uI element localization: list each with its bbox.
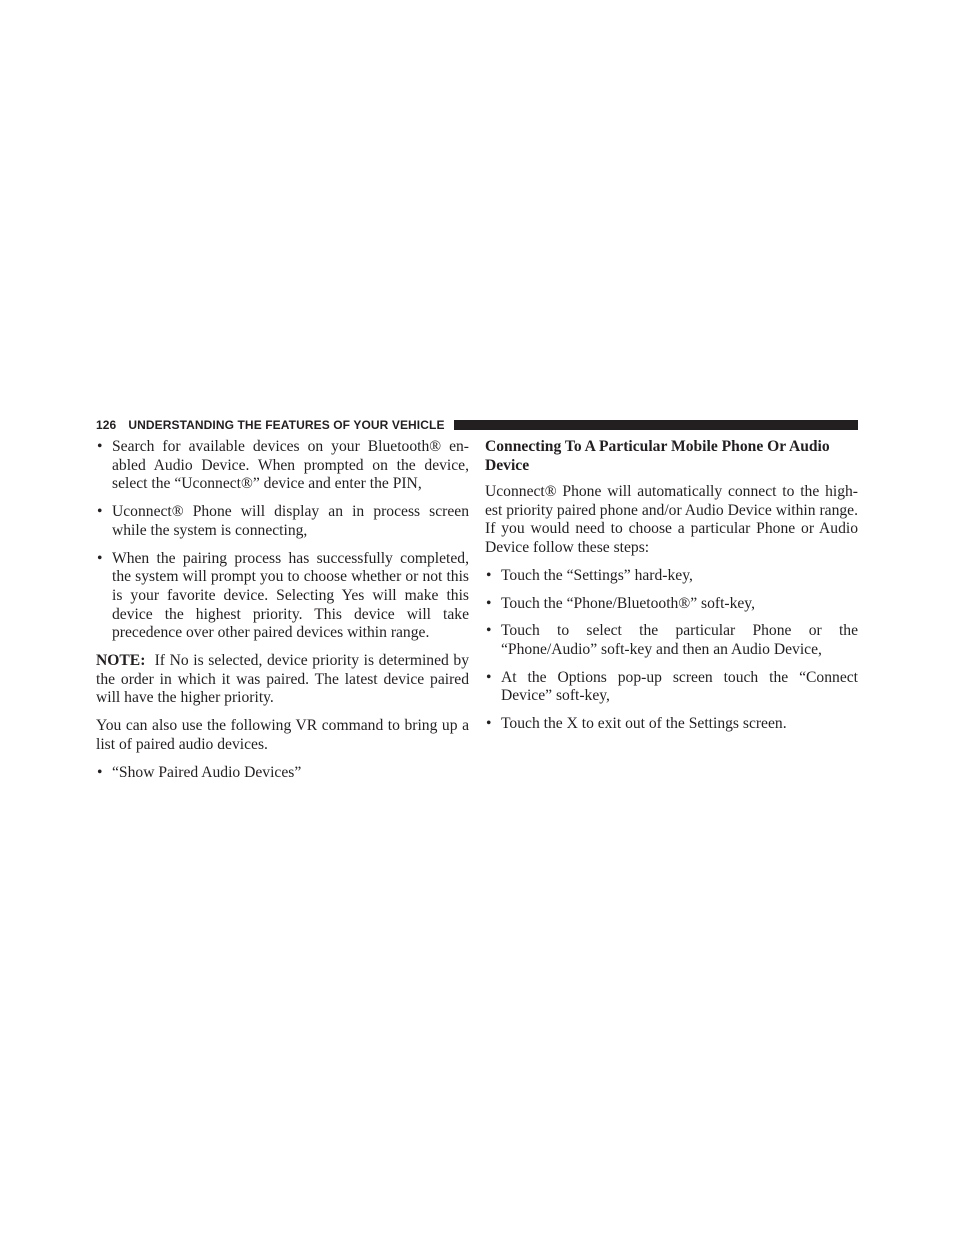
- list-item-text: Touch the “Phone/Bluetooth®” soft-key,: [501, 594, 755, 612]
- intro-paragraph: Uconnect® Phone will automatically connect to the high-est priority paired phone and/or Audio Device within range. If you would need to choose a particular Phone or Audio Device follow these steps:: [485, 483, 858, 557]
- list-item: [485, 622, 858, 659]
- list-item: [96, 550, 469, 644]
- right-column: [485, 437, 858, 734]
- list-item-text: At the Options pop-up screen touch the “Connect Device” soft-key,: [501, 668, 858, 705]
- list-item-text: Touch the X to exit out of the Settings screen.: [501, 715, 787, 733]
- bullet-glyph: •: [486, 566, 492, 584]
- note-paragraph: [96, 652, 469, 708]
- list-item-text: Search for available devices on your Bluetooth® en-abled Audio Device. When prompted on the device, select the “Uconnect®” device and enter the PIN,: [112, 438, 469, 493]
- bullet-glyph: •: [97, 763, 103, 781]
- list-item: [485, 669, 858, 706]
- bullet-glyph: •: [486, 715, 492, 733]
- page-number: 126: [96, 418, 117, 432]
- note-label: NOTE:: [96, 652, 146, 670]
- list-item-text: When the pairing process has successfully completed, the system will prompt you to choose whether or not this is your favorite device. Selecting Yes will make this device the highest priority. This device will take precedence over other paired devices within range.: [112, 549, 469, 642]
- bullet-glyph: •: [486, 668, 492, 686]
- note-text: If No is selected, device priority is determined by the order in which it was paired. The latest device paired will have the higher priority.: [96, 652, 470, 707]
- vr-paragraph: You can also use the following VR command to bring up a list of paired audio devices.: [96, 717, 469, 753]
- bullet-glyph: •: [97, 503, 103, 521]
- list-item: [485, 595, 858, 614]
- bullet-glyph: •: [486, 622, 492, 640]
- list-item-text: “Show Paired Audio Devices”: [112, 763, 302, 781]
- list-item: [96, 503, 469, 540]
- list-item: [485, 715, 858, 734]
- section-title: UNDERSTANDING THE FEATURES OF YOUR VEHICLE: [128, 418, 445, 432]
- list-item: [485, 567, 858, 586]
- list-item-text: Uconnect® Phone will display an in process screen while the system is connecting,: [112, 503, 469, 539]
- left-column: [96, 437, 469, 782]
- bullet-glyph: •: [97, 438, 103, 455]
- bullet-glyph: •: [486, 594, 492, 612]
- section-heading: Connecting To A Particular Mobile Phone Or Audio Device: [485, 438, 830, 474]
- header-rule: [454, 420, 858, 430]
- list-item: [96, 438, 469, 494]
- bullet-glyph: •: [97, 549, 103, 567]
- list-item: [96, 764, 469, 783]
- list-item-text: Touch to select the particular Phone or the “Phone/Audio” soft-key and then an Audio Device,: [501, 622, 858, 658]
- list-item-text: Touch the “Settings” hard-key,: [501, 566, 693, 584]
- page-header: [96, 417, 858, 433]
